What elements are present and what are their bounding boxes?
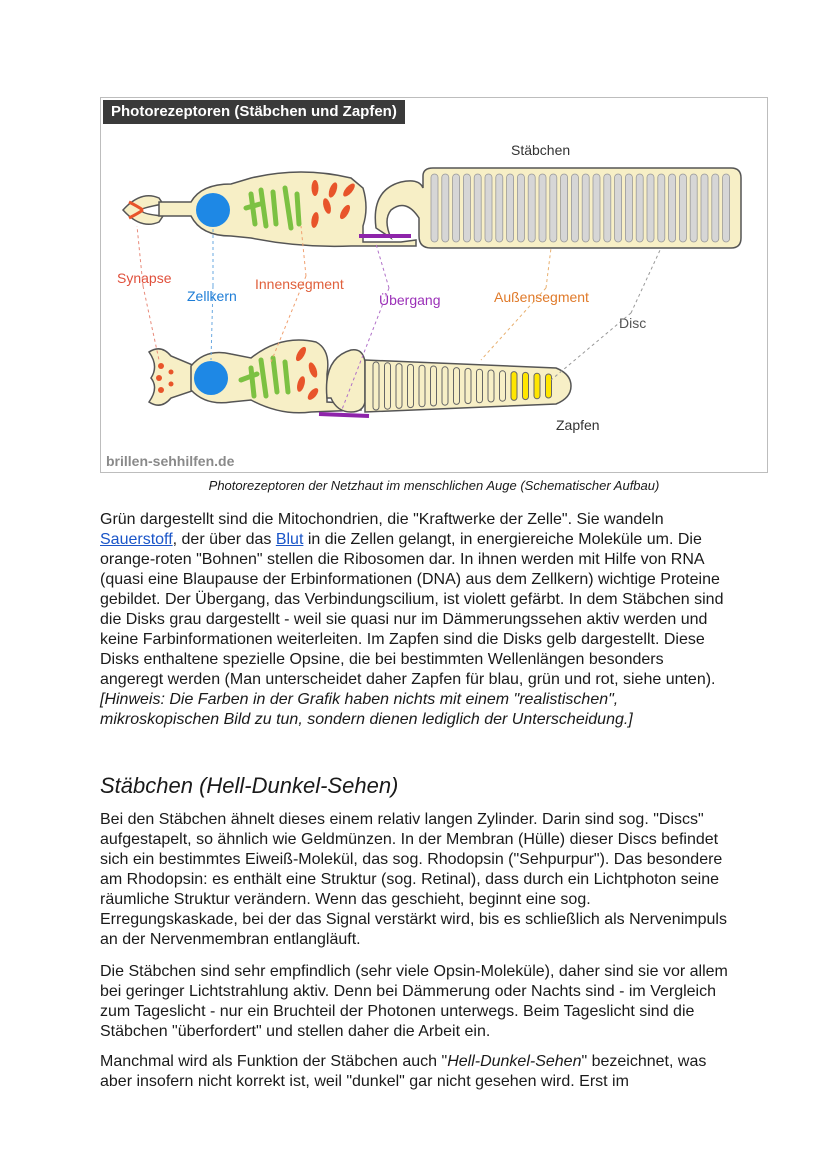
cone-cilium — [319, 414, 369, 416]
rod-disc — [474, 174, 481, 242]
rod-disc — [539, 174, 546, 242]
cone-disc — [477, 369, 483, 403]
cone-disc — [523, 372, 529, 399]
figure-title: Photorezeptoren (Stäbchen und Zapfen) — [103, 100, 405, 124]
p3-text-b: " bezeichnet, was aber insofern nicht korrekt ist, weil "dunkel" gar nicht gesehen wird. Erst im — [100, 1053, 707, 1090]
cone-disc — [385, 363, 391, 409]
rod-disc — [636, 174, 643, 242]
cone-nucleus — [194, 361, 228, 395]
rod-disc — [701, 174, 708, 242]
figure-caption: Photorezeptoren der Netzhaut im menschlichen Auge (Schematischer Aufbau) — [208, 478, 660, 493]
rod-disc — [550, 174, 557, 242]
photoreceptor-figure — [100, 97, 768, 473]
cone-disc — [465, 368, 471, 403]
cone-disc — [431, 366, 437, 406]
intro-text-1: Grün dargestellt sind die Mitochondrien, die "Kraftwerke der Zelle". Sie wandeln — [100, 511, 664, 528]
link-blut[interactable]: Blut — [275, 531, 304, 548]
label-staebchen: Stäbchen — [511, 142, 571, 158]
rod-disc — [604, 174, 611, 242]
section-paragraph-3 — [100, 1052, 730, 1092]
section-heading: Stäbchen (Hell-Dunkel-Sehen) — [100, 773, 399, 798]
cone-disc — [442, 367, 448, 405]
intro-text-3: in die Zellen gelangt, in energiereiche Moleküle um. Die orange-roten "Bohnen" stellen die Ribosomen dar. In ihnen werden mit Hilfe von RNA (quasi eine Blaupause der Erbinformationen (DNA) aus dem Zellkern) wichtige Proteine gebildet. Der Übergang, das Verbindungscilium, ist violett gefärbt. In dem Stäbchen sind die Disks grau dargestellt - weil sie quasi nur im Dämmerungssehen aktiv werden und keine Farbinformationen weiterleiten. Im Zapfen sind die Disks gelb dargestellt. Diese Disks enthaltene spezielle Opsine, die bei bestimmten Wellenlängen besonders angeregt werden (Man unterscheidet daher Zapfen für blau, grün und rot, siehe unten). — [100, 531, 724, 688]
figure-credit: brillen-sehhilfen.de — [106, 453, 235, 469]
cone-disc — [511, 372, 517, 401]
photoreceptor-diagram — [101, 98, 767, 472]
rod-disc — [571, 174, 578, 242]
intro-paragraph — [100, 510, 730, 730]
rod-disc — [485, 174, 492, 242]
cone-disc — [408, 364, 414, 407]
rod-disc — [658, 174, 665, 242]
p3-emphasis: Hell-Dunkel-Sehen — [447, 1053, 582, 1070]
rod-disc — [453, 174, 460, 242]
cone-disc — [546, 374, 552, 398]
rod-disc — [496, 174, 503, 242]
rod-disc — [690, 174, 697, 242]
rod-disc — [712, 174, 719, 242]
rod-disc — [582, 174, 589, 242]
cone-disc — [500, 371, 506, 401]
rod-disc — [528, 174, 535, 242]
intro-hint: [Hinweis: Die Farben in der Grafik haben nichts mit einem "realistischen", mikroskopischen Bild zu tun, sondern dienen lediglich der Unterscheidung.] — [100, 691, 633, 728]
cone-disc — [454, 368, 460, 405]
cone-synapse — [149, 349, 195, 405]
rod-disc — [615, 174, 622, 242]
label-aussensegment: Außensegment — [494, 289, 589, 305]
rod-disc — [669, 174, 676, 242]
label-zellkern: Zellkern — [187, 288, 237, 304]
rod-disc — [647, 174, 654, 242]
p3-text-a: Manchmal wird als Funktion der Stäbchen auch " — [100, 1053, 448, 1070]
section-paragraph-2: Die Stäbchen sind sehr empfindlich (sehr viele Opsin-Moleküle), daher sind sie vor allem bei geringer Lichtstrahlung aktiv. Denn bei Dämmerung oder Nachts sind - im Vergleich zum Tageslicht - nur ein Bruchteil der Photonen unterwegs. Beim Tageslicht sind die Stäbchen "überfordert" und stellen daher die Arbeit ein. — [100, 963, 728, 1040]
intro-text-2: , der über das — [172, 531, 276, 548]
cone-disc — [419, 365, 425, 407]
rod-disc — [593, 174, 600, 242]
rod-disc — [561, 174, 568, 242]
link-sauerstoff[interactable]: Sauerstoff — [100, 531, 173, 548]
rod-disc — [463, 174, 470, 242]
rod-disc — [507, 174, 514, 242]
cone-disc — [534, 373, 540, 399]
cone-disc — [373, 362, 379, 410]
label-disc: Disc — [619, 315, 647, 331]
rod-cell — [123, 168, 741, 248]
rod-disc — [431, 174, 438, 242]
rod-disc — [517, 174, 524, 242]
label-innensegment: Innensegment — [255, 276, 344, 292]
label-uebergang: Übergang — [379, 292, 441, 308]
cone-disc — [396, 364, 402, 409]
rod-disc — [679, 174, 686, 242]
section-paragraph-1: Bei den Stäbchen ähnelt dieses einem relativ langen Zylinder. Darin sind sog. "Discs" aufgestapelt, so ähnlich wie Geldmünzen. In der Membran (Hülle) dieser Discs befindet sich ein bestimmtes Eiweiß-Molekül, das sog. Rhodopsin ("Sehpurpur"). Das besondere am Rhodopsin: es enthält eine Struktur (sog. Retinal), dass durch ein Lichtphoton seine räumliche Struktur verändern. Wenn das geschieht, beginnt eine sog. Erregungskaskade, bei der das Signal verstärkt wird, bis es schließlich als Nervenimpuls an der Nervenmembran entlangläuft. — [100, 811, 727, 948]
cone-disc — [488, 370, 494, 402]
rod-nucleus — [196, 193, 230, 227]
rod-disc — [442, 174, 449, 242]
label-zapfen: Zapfen — [556, 417, 600, 433]
rod-disc — [625, 174, 632, 242]
label-synapse: Synapse — [117, 270, 172, 286]
rod-disc — [723, 174, 730, 242]
cone-cell — [149, 340, 571, 416]
